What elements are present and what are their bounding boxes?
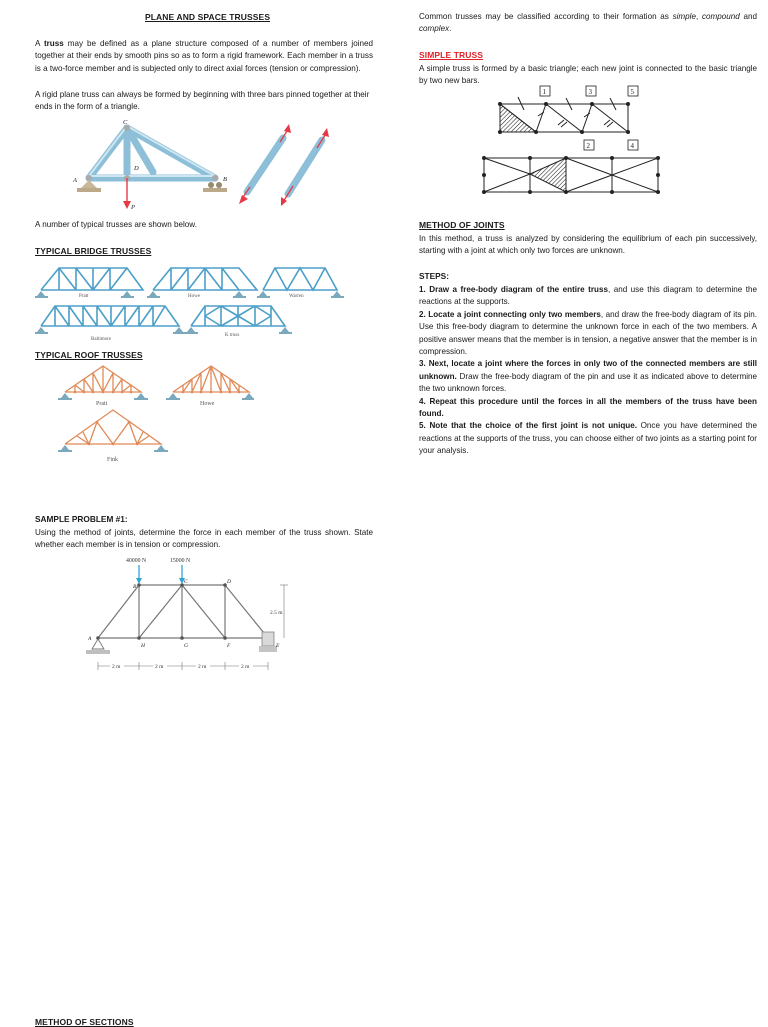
simple-truss-figure <box>478 84 668 196</box>
node-b: B <box>133 584 137 590</box>
step-number-3: 3 <box>588 88 592 96</box>
roof-trusses-figure <box>55 362 255 464</box>
bridge-trusses-figure <box>35 260 355 345</box>
typical-trusses-text: A number of typical trusses are shown below. <box>35 220 197 229</box>
truss-classification-text: Common trusses may be classified according to their formation as simple, compound and complex. <box>419 12 757 34</box>
node-c: C <box>184 579 188 585</box>
sample-problem-heading: SAMPLE PROBLEM #1: <box>35 514 128 524</box>
node-e: E <box>276 643 280 649</box>
step-number-4: 4 <box>630 142 634 150</box>
node-h: H <box>141 643 145 649</box>
steps-heading: STEPS: <box>419 271 449 281</box>
method-of-sections-heading: METHOD OF SECTIONS <box>35 1017 134 1027</box>
simple-truss-heading: SIMPLE TRUSS <box>419 50 484 60</box>
caption-howe-roof: Howe <box>200 401 215 407</box>
span-4-label: 2 m <box>241 664 250 670</box>
caption-howe-bridge: Howe <box>188 294 200 299</box>
sample-problem-figure <box>82 552 302 680</box>
span-1-label: 2 m <box>112 664 121 670</box>
step-3: 3. Next, locate a joint where the forces in only two of the connected members are still unknown. Draw the free-body diagram of the pin and use it as indicated above to determine the two unknown forces. <box>419 359 758 394</box>
page-title: PLANE AND SPACE TRUSSES <box>145 12 271 22</box>
caption-baltimore-bridge: Baltimore <box>91 337 111 342</box>
basic-truss-figure <box>65 114 345 214</box>
node-a-label: A <box>73 177 77 184</box>
load-p-label: P <box>131 204 135 211</box>
step-2: 2. Locate a joint connecting only two members, and draw the free-body diagram of its pin. Use this free-body diagram to determine the unknown force in each of the two members. A positive answer means that the member is in tension, a negative answer that the member is in compression. <box>419 309 757 357</box>
truss-definition: A truss may be defined as a plane structure composed of a number of members joined together at their ends by smooth pins so as to form a rigid framework. Each member in a truss is a two-force member and is subjected only to direct axial forces (tension or compression). <box>35 39 373 73</box>
step-number-1: 1 <box>542 88 546 96</box>
node-c-label: C <box>123 119 128 126</box>
node-f: F <box>227 643 231 649</box>
caption-warren-bridge: Warren <box>289 294 304 299</box>
node-b-label: B <box>223 176 227 183</box>
method-of-joints-heading: METHOD OF JOINTS <box>419 220 505 230</box>
step-number-2: 2 <box>586 142 590 150</box>
method-of-joints-text: In this method, a truss is analyzed by considering the equilibrium of each pin successively, starting with a joint at which only two forces are unknown. <box>419 234 757 256</box>
caption-fink-roof: Fink <box>107 457 119 463</box>
step-5: 5. Note that the choice of the first joint is not unique. Once you have determined the reactions at the supports of the truss, you can choose either of two joints as a starting point for your analysis. <box>419 421 757 456</box>
step-number-5: 5 <box>630 88 634 96</box>
rigid-truss-text: A rigid plane truss can always be formed by beginning with three bars pinned together at their ends in the form of a triangle. <box>35 90 370 112</box>
span-2-label: 2 m <box>155 664 164 670</box>
caption-pratt-bridge: Pratt <box>79 294 89 299</box>
height-label: 2.5 m <box>270 610 283 616</box>
node-g: G <box>184 643 188 649</box>
node-a: A <box>88 636 92 642</box>
caption-pratt-roof: Pratt <box>96 401 108 407</box>
node-d-label: D <box>134 165 139 172</box>
bridge-trusses-heading: TYPICAL BRIDGE TRUSSES <box>35 246 152 256</box>
roof-trusses-heading: TYPICAL ROOF TRUSSES <box>35 350 143 360</box>
steps-list <box>419 284 757 458</box>
load-2-label: 15000 N <box>170 558 191 564</box>
node-d: D <box>227 579 231 585</box>
caption-k-truss: K truss <box>225 333 240 338</box>
load-1-label: 40000 N <box>126 558 147 564</box>
span-3-label: 2 m <box>198 664 207 670</box>
sample-problem-text: Using the method of joints, determine the force in each member of the truss shown. State whether each member is in tension or compression. <box>35 528 373 550</box>
simple-truss-text: A simple truss is formed by a basic triangle; each new joint is connected to the basic triangle by two new bars. <box>419 64 757 86</box>
step-4: 4. Repeat this procedure until the forces in all the members of the truss have been found. <box>419 396 757 419</box>
step-1: 1. Draw a free-body diagram of the entire truss, and use this diagram to determine the reactions at the supports. <box>419 285 758 307</box>
